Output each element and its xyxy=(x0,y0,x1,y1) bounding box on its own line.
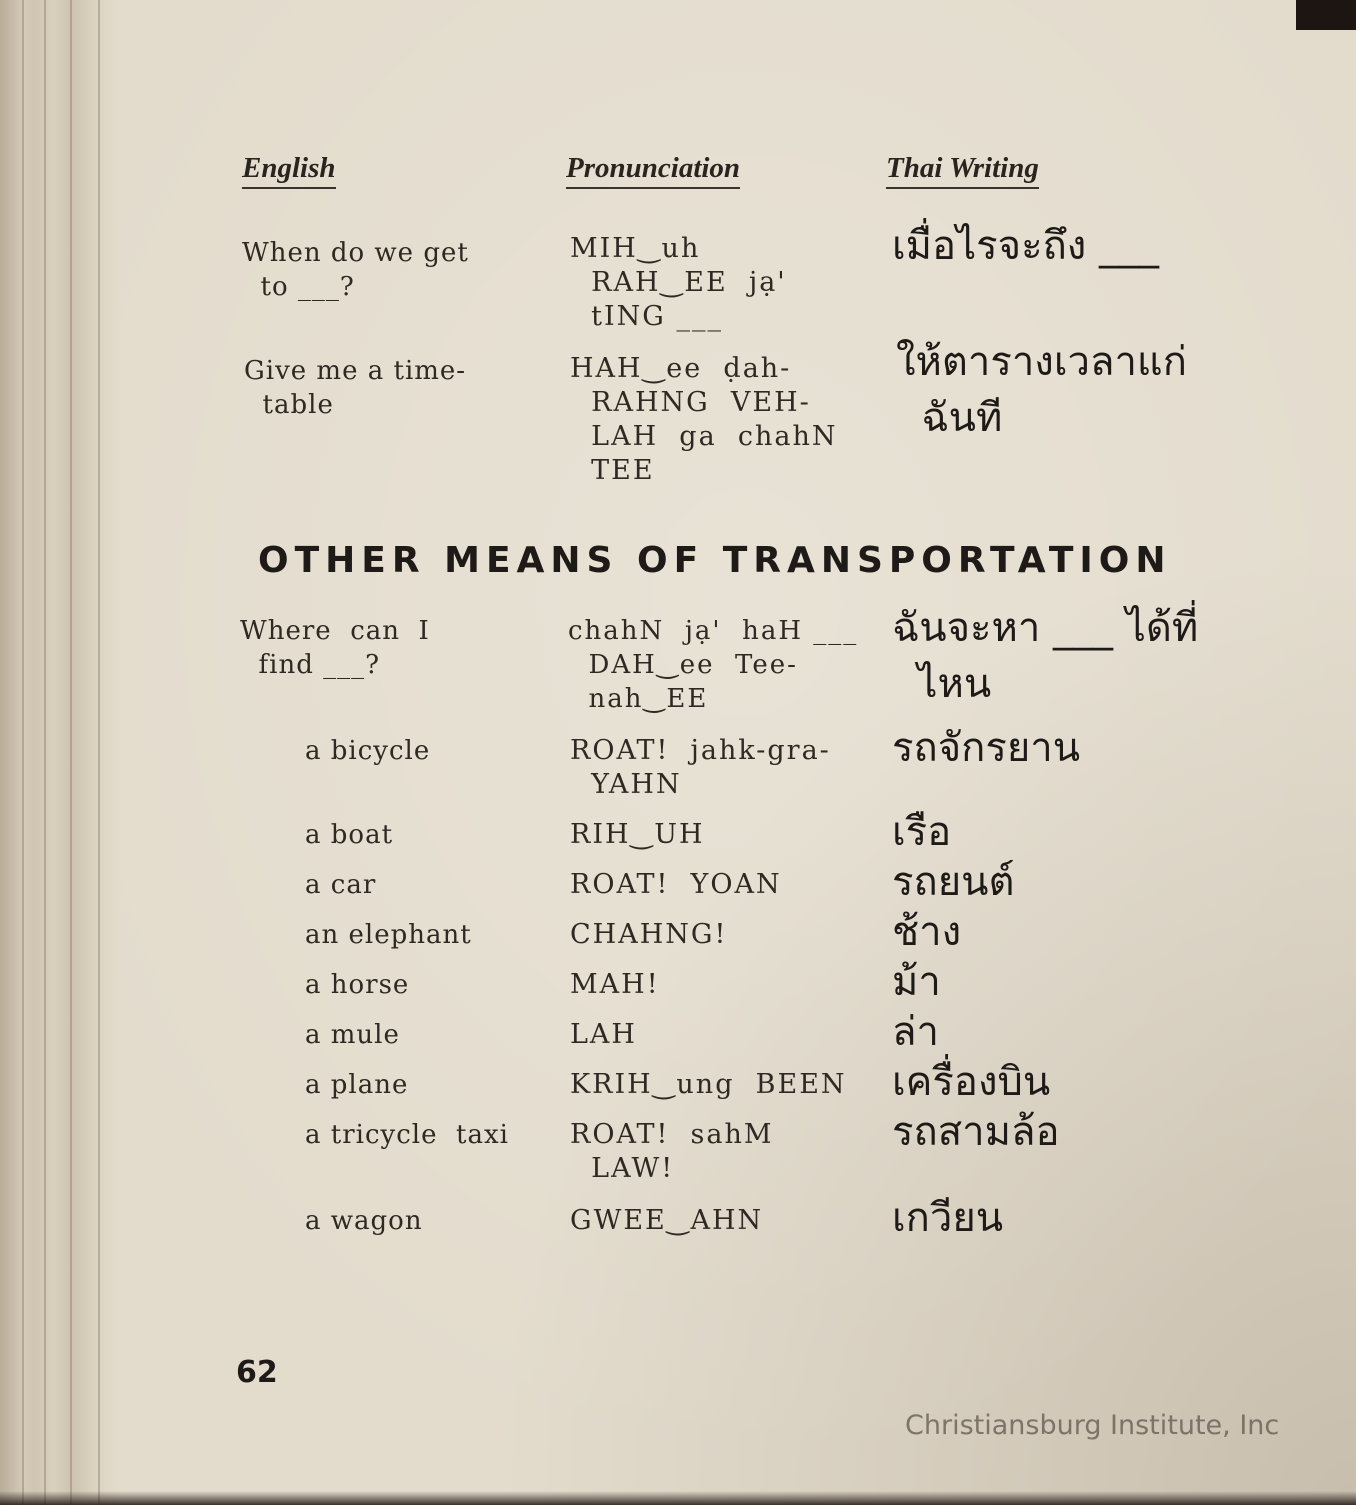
row-english: a bicycle xyxy=(305,736,431,766)
page-bottom-shadow xyxy=(0,1491,1356,1505)
row-english: Where can I find ___? xyxy=(240,616,430,680)
row-thai: เกวียน xyxy=(892,1195,1004,1241)
row-thai: รถสามล้อ xyxy=(892,1109,1060,1155)
row-pronunciation: HAH‿ee ḍah- RAHNG VEH- LAH ga chahN TEE xyxy=(570,353,838,486)
page-edge-line xyxy=(98,0,100,1505)
row-thai: รถจักรยาน xyxy=(892,725,1081,771)
watermark-text: Christiansburg Institute, Inc xyxy=(905,1410,1280,1441)
row-pronunciation: KRIH‿ung BEEN xyxy=(570,1069,847,1100)
row-english: a wagon xyxy=(305,1206,423,1236)
page-edge-line xyxy=(70,0,72,1505)
page-stack-edge xyxy=(0,0,120,1505)
row-english: a car xyxy=(305,870,377,900)
row-english: Give me a time- table xyxy=(244,356,467,420)
row-thai: ช้าง xyxy=(892,909,962,955)
row-pronunciation: RIH‿UH xyxy=(570,819,705,850)
row-thai: เครื่องบิน xyxy=(892,1059,1051,1105)
header-pronunciation: Pronunciation xyxy=(566,152,740,189)
row-english: a plane xyxy=(305,1070,409,1100)
page-edge-line xyxy=(22,0,24,1505)
row-thai: ฉันจะหา ___ ได้ที่ ไหน xyxy=(892,605,1199,707)
row-english: a mule xyxy=(305,1020,400,1050)
row-thai: รถยนต์ xyxy=(892,859,1015,905)
row-pronunciation: chahN jạ' haH ___ DAH‿ee Tee- nah‿EE xyxy=(568,616,859,714)
row-thai: เรือ xyxy=(892,809,952,855)
header-english: English xyxy=(242,152,336,189)
row-pronunciation: ROAT! sahM LAW! xyxy=(570,1119,774,1184)
page-number: 62 xyxy=(236,1355,278,1390)
row-pronunciation: ROAT! jahk-gra- YAHN xyxy=(570,735,831,800)
background-corner xyxy=(1296,0,1356,30)
row-pronunciation: GWEE‿AHN xyxy=(570,1205,764,1236)
row-pronunciation: ROAT! YOAN xyxy=(570,869,782,900)
page-edge-line xyxy=(44,0,46,1505)
row-pronunciation: MIH‿uh RAH‿EE jạ' tING ___ xyxy=(570,233,787,332)
row-english: a tricycle taxi xyxy=(305,1120,509,1150)
row-thai: ม้า xyxy=(892,959,941,1005)
row-pronunciation: CHAHNG! xyxy=(570,919,728,950)
row-english: a horse xyxy=(305,970,410,1000)
row-pronunciation: LAH xyxy=(570,1019,637,1050)
row-english: When do we get to ___? xyxy=(242,238,469,302)
section-title: OTHER MEANS OF TRANSPORTATION xyxy=(258,540,1172,581)
row-pronunciation: MAH! xyxy=(570,969,660,1000)
row-thai: เมื่อไรจะถึง ___ xyxy=(892,223,1160,269)
row-thai: ให้ตารางเวลาแก่ ฉันที xyxy=(896,339,1187,441)
row-english: an elephant xyxy=(305,920,472,950)
header-thai-writing: Thai Writing xyxy=(886,152,1039,189)
row-thai: ล่า xyxy=(892,1009,939,1055)
row-english: a boat xyxy=(305,820,394,850)
